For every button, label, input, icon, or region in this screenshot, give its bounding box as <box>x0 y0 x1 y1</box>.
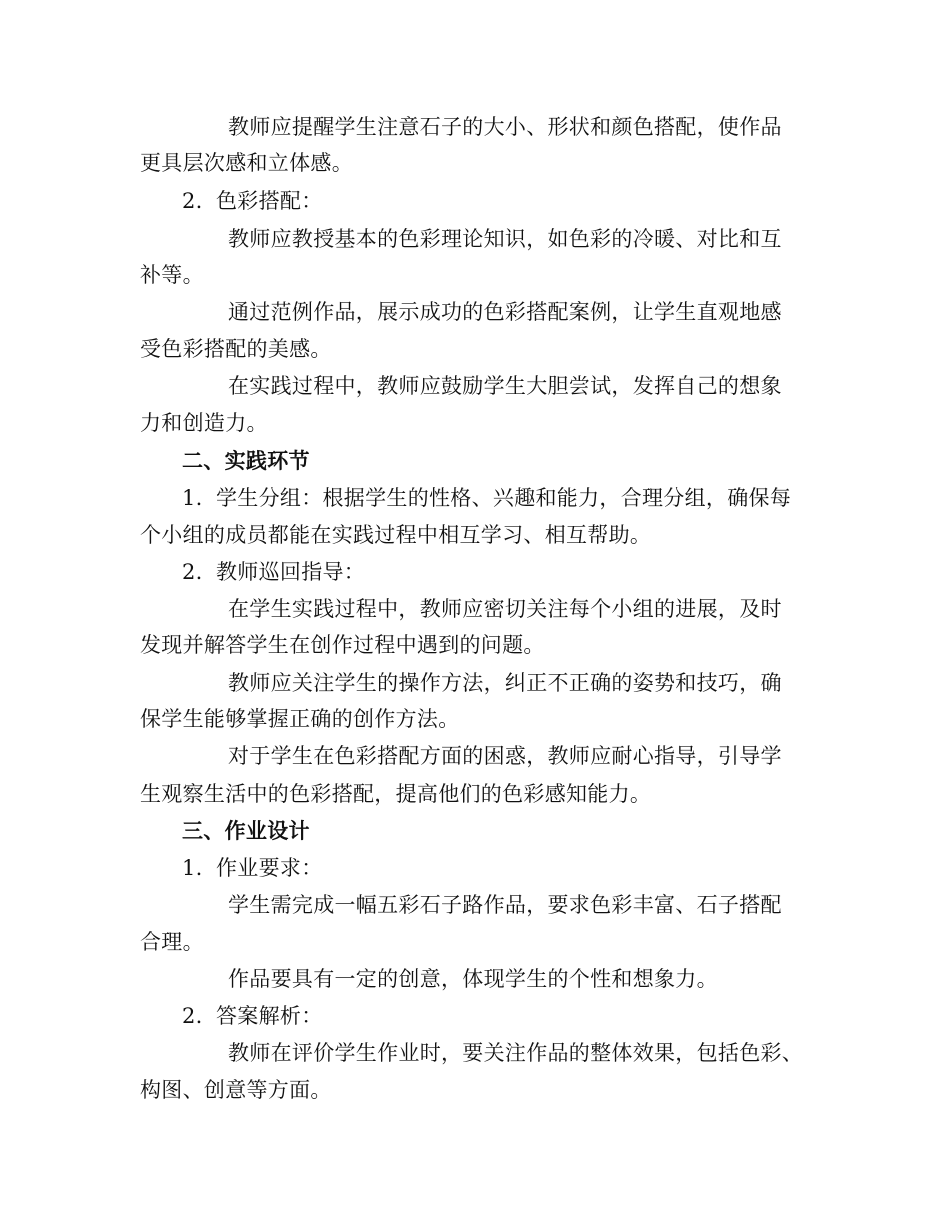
paragraph-10-line-1: 教师在评价学生作业时，要关注作品的整体效果，包括色彩、 <box>228 1041 804 1065</box>
paragraph-6-line-2: 保学生能够掌握正确的创作方法。 <box>140 707 460 731</box>
list-item-guidance <box>182 558 365 586</box>
paragraph-1-line-2: 更具层次感和立体感。 <box>140 151 353 175</box>
paragraph-7-line-1: 对于学生在色彩搭配方面的困惑，教师应耐心指导，引导学 <box>228 744 782 768</box>
paragraph-2-line-2: 补等。 <box>140 263 204 287</box>
list-item-grouping <box>182 484 791 512</box>
paragraph-3-line-1: 通过范例作品，展示成功的色彩搭配案例，让学生直观地感 <box>228 300 782 324</box>
list-item-answer-analysis <box>182 1002 323 1030</box>
list-item-requirements <box>182 854 323 882</box>
paragraph-6-line-1: 教师应关注学生的操作方法，纠正不正确的姿势和技巧，确 <box>228 671 782 695</box>
list-item-text: 答案解析： <box>216 1004 323 1028</box>
paragraph-3-line-2: 受色彩搭配的美感。 <box>140 337 332 361</box>
list-number: 2. <box>182 189 203 213</box>
list-number: 2. <box>182 560 203 584</box>
list-number: 1. <box>182 486 203 510</box>
paragraph-2-line-1: 教师应教授基本的色彩理论知识，如色彩的冷暖、对比和互 <box>228 227 782 251</box>
paragraph-9-line-1: 作品要具有一定的创意，体现学生的个性和想象力。 <box>228 967 718 991</box>
list-item-text: 色彩搭配： <box>216 189 323 213</box>
paragraph-5-line-2: 发现并解答学生在创作过程中遇到的问题。 <box>140 633 545 657</box>
list-item-grouping-continuation: 个小组的成员都能在实践过程中相互学习、相互帮助。 <box>140 523 652 547</box>
list-item-text: 学生分组：根据学生的性格、兴趣和能力，合理分组，确保每 <box>216 486 792 510</box>
list-item-text: 教师巡回指导： <box>216 560 366 584</box>
paragraph-4-line-2: 力和创造力。 <box>140 411 268 435</box>
section-heading-homework: 三、作业设计 <box>182 818 310 843</box>
list-item-color-matching <box>182 187 323 215</box>
list-number: 1. <box>182 856 203 880</box>
section-heading-practice: 二、实践环节 <box>182 448 310 473</box>
paragraph-7-line-2: 生观察生活中的色彩搭配，提高他们的色彩感知能力。 <box>140 782 652 806</box>
list-item-text: 作业要求： <box>216 856 323 880</box>
list-number: 2. <box>182 1004 203 1028</box>
paragraph-4-line-1: 在实践过程中，教师应鼓励学生大胆尝试，发挥自己的想象 <box>228 374 782 398</box>
paragraph-1-line-1: 教师应提醒学生注意石子的大小、形状和颜色搭配，使作品 <box>228 115 782 139</box>
paragraph-8-line-1: 学生需完成一幅五彩石子路作品，要求色彩丰富、石子搭配 <box>228 893 782 917</box>
paragraph-10-line-2: 构图、创意等方面。 <box>140 1078 332 1102</box>
paragraph-5-line-1: 在学生实践过程中，教师应密切关注每个小组的进展，及时 <box>228 597 782 621</box>
paragraph-8-line-2: 合理。 <box>140 930 204 954</box>
